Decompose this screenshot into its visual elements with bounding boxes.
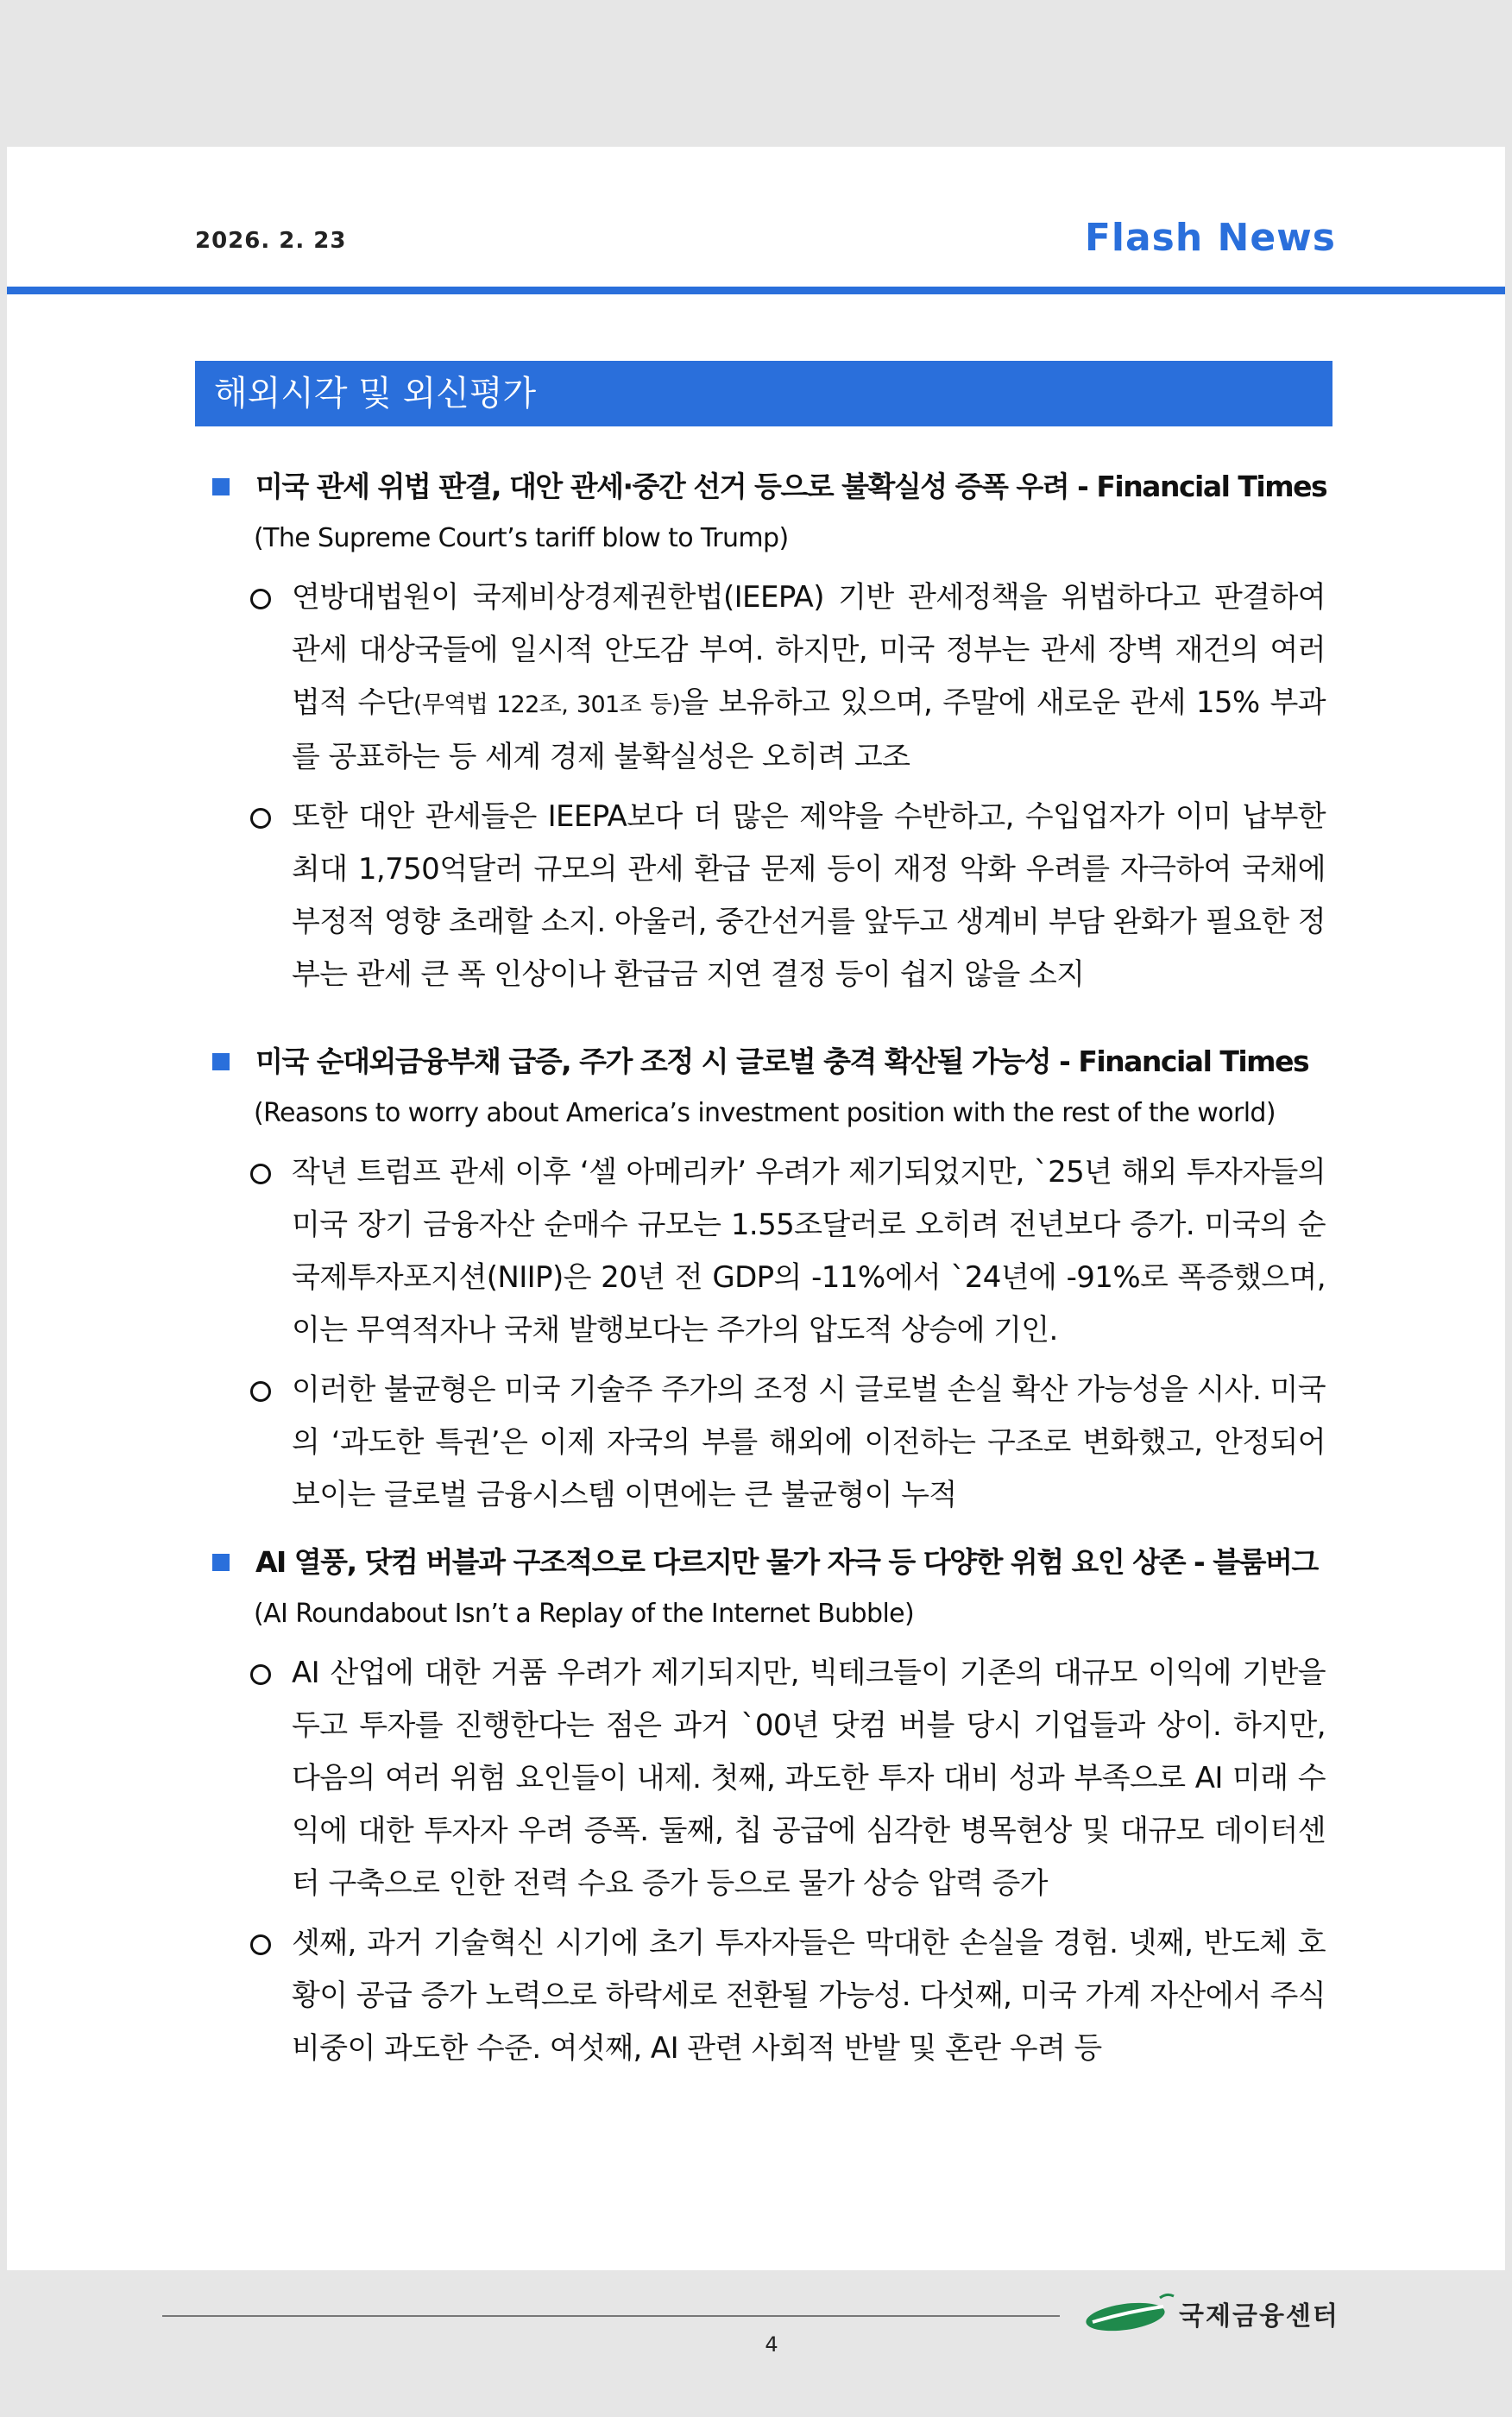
circle-bullet-icon [250,1664,271,1685]
circle-bullet-icon [250,1381,271,1402]
report-date: 2026. 2. 23 [195,228,347,254]
bullet-text: 또한 대안 관세들은 IEEPA보다 더 많은 제약을 수반하고, 수입업자가 이미 납부한 최대 1,750억달러 규모의 관세 환급 문제 등이 재정 악화 우려를 자극하여 국채에 부정적 영향 초래할 소지. 아울러, 중간선거를 앞두고 생계비 부담 완화가 필요한 정부는 관세 큰 폭 인상이나 환급금 지연 결정 등이 쉽지 않을 소지 [292,799,1326,992]
bullet-item [204,1917,1343,2075]
section-title: 해외시각 및 외신평가 [195,361,1332,426]
article-3 [204,1537,1343,2075]
brand-title: Flash News [1084,216,1336,260]
bullet-text: 이러한 불균형은 미국 기술주 주가의 조정 시 글로벌 손실 확산 가능성을 시사. 미국의 ‘과도한 특권’은 이제 자국의 부를 해외에 이전하는 구조로 변화했고, 안정되어 보이는 글로벌 금융시스템 이면에는 큰 불균형이 누적 [292,1373,1326,1512]
bullet-text: 셋째, 과거 기술혁신 시기에 초기 투자자들은 막대한 손실을 경험. 넷째, 반도체 호황이 공급 증가 노력으로 하락세로 전환될 가능성. 다섯째, 미국 가계 자산에서 주식 비중이 과도한 수준. 여섯째, AI 관련 사회적 반발 및 혼란 우려 등 [292,1926,1326,2066]
article-subtitle: (Reasons to worry about America’s investment position with the rest of the world) [254,1098,1276,1128]
square-bullet-icon [212,1053,230,1070]
page-number: 4 [765,2332,778,2357]
square-bullet-icon [212,478,230,495]
article-1 [204,461,1343,1001]
header-divider [7,287,1505,294]
article-headline: 미국 순대외금융부채 급증, 주가 조정 시 글로벌 충격 확산될 가능성 - Financial Times [204,1036,1343,1088]
circle-bullet-icon [250,589,271,609]
bullet-item [204,1364,1343,1522]
article-2 [204,1036,1343,1522]
bullet-item [204,1146,1343,1357]
bullet-text: 작년 트럼프 관세 이후 ‘셀 아메리카’ 우려가 제기되었지만, `25년 해외 투자자들의 미국 장기 금융자산 순매수 규모는 1.55조달러로 오히려 전년보다 증가. 미국의 순국제투자포지션(NIIP)은 20년 전 GDP의 -11%에서 `24년에 -91%로 폭증했으며, 이는 무역적자나 국채 발행보다는 주가의 압도적 상승에 기인. [292,1155,1326,1347]
article-subtitle: (The Supreme Court’s tariff blow to Trump) [254,523,789,553]
document-page [7,147,1505,2357]
bullet-item [204,791,1343,1001]
bullet-text: 연방대법원이 국제비상경제권한법(IEEPA) 기반 관세정책을 위법하다고 판결하여 관세 대상국들에 일시적 안도감 부여. 하지만, 미국 정부는 관세 장벽 재건의 여러 법적 수단(무역법 122조, 301조 등)을 보유하고 있으며, 주말에 새로운 관세 15% 부과를 공표하는 등 세계 경제 불확실성은 오히려 고조 [292,580,1326,774]
bullet-item [204,1647,1343,1910]
article-headline: 미국 관세 위법 판결, 대안 관세·중간 선거 등으로 불확실성 증폭 우려 - Financial Times [204,461,1343,513]
circle-bullet-icon [250,1934,271,1955]
circle-bullet-icon [250,1164,271,1184]
footer-org-name: 국제금융센터 [1179,2301,1339,2332]
circle-bullet-icon [250,808,271,829]
bullet-item [204,571,1343,784]
square-bullet-icon [212,1554,230,1571]
article-subtitle: (AI Roundabout Isn’t a Replay of the Internet Bubble) [254,1599,915,1629]
article-headline: AI 열풍, 닷컴 버블과 구조적으로 다르지만 물가 자극 등 다양한 위험 요인 상존 - 블룸버그 [204,1537,1343,1588]
bullet-text: AI 산업에 대한 거품 우려가 제기되지만, 빅테크들이 기존의 대규모 이익에 기반을 두고 투자를 진행한다는 점은 과거 `00년 닷컴 버블 당시 기업들과 상이. 하지만, 다음의 여러 위험 요인들이 내제. 첫째, 과도한 투자 대비 성과 부족으로 AI 미래 수익에 대한 투자자 우려 증폭. 둘째, 칩 공급에 심각한 병목현상 및 대규모 데이터센터 구축으로 인한 전력 수요 증가 등으로 물가 상승 압력 증가 [292,1656,1326,1901]
footer-divider [162,2315,1060,2317]
